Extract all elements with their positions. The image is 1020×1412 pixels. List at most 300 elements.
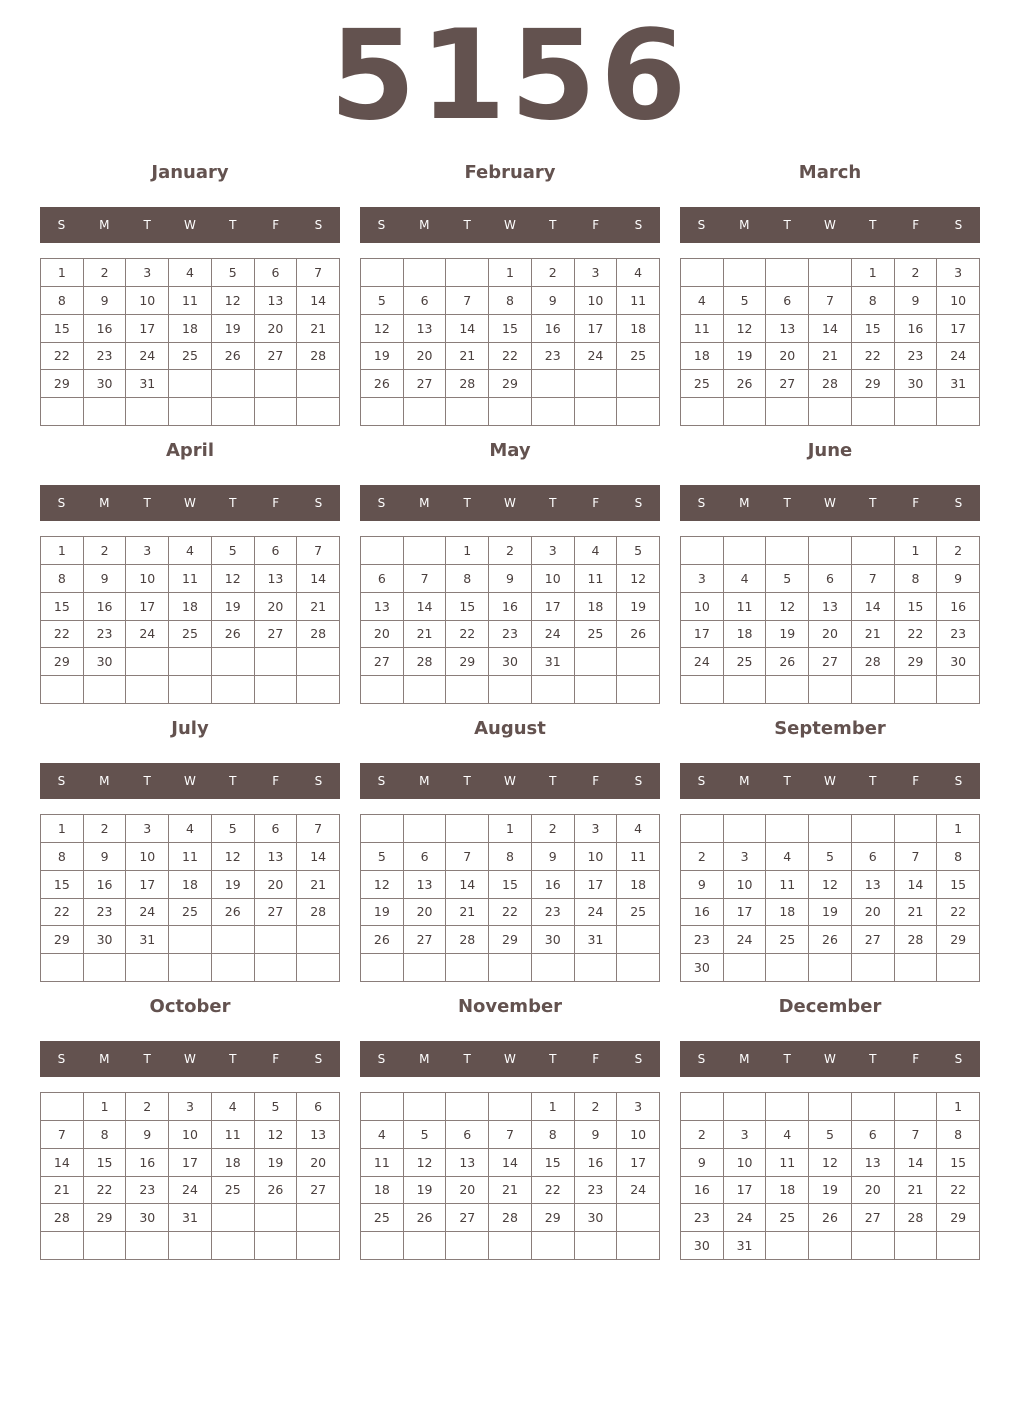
empty-day-cell — [212, 370, 255, 398]
day-cell: 13 — [361, 593, 404, 621]
day-cell: 22 — [937, 899, 980, 927]
weekday-label: S — [57, 496, 66, 510]
day-cell: 16 — [84, 871, 127, 899]
day-cell: 10 — [724, 1149, 767, 1177]
empty-day-cell — [212, 398, 255, 426]
day-cell: 21 — [404, 621, 447, 649]
weekday-header — [360, 207, 660, 243]
day-cell: 1 — [937, 1093, 980, 1121]
weekday-label: F — [912, 496, 920, 510]
weekday-label: S — [954, 1052, 963, 1066]
empty-day-cell — [532, 954, 575, 982]
empty-day-cell — [126, 954, 169, 982]
weekday-label: T — [229, 496, 237, 510]
day-cell: 3 — [575, 259, 618, 287]
day-cell: 7 — [41, 1121, 84, 1149]
day-cell: 19 — [212, 593, 255, 621]
day-cell: 21 — [809, 343, 852, 371]
day-cell: 10 — [126, 565, 169, 593]
day-cell: 21 — [297, 593, 340, 621]
empty-day-cell — [404, 954, 447, 982]
empty-day-cell — [766, 537, 809, 565]
month-may — [360, 433, 660, 703]
day-cell: 15 — [489, 871, 532, 899]
day-cell: 30 — [895, 370, 938, 398]
weekday-label: W — [184, 496, 196, 510]
empty-day-cell — [404, 815, 447, 843]
day-cell: 6 — [255, 537, 298, 565]
empty-day-cell — [297, 1204, 340, 1232]
empty-day-cell — [809, 1093, 852, 1121]
empty-day-cell — [681, 676, 724, 704]
day-cell: 29 — [489, 926, 532, 954]
weekday-label: W — [504, 774, 516, 788]
day-cell: 27 — [766, 370, 809, 398]
day-cell: 4 — [766, 843, 809, 871]
weekday-label: S — [697, 774, 706, 788]
day-cell: 4 — [617, 259, 660, 287]
day-cell: 14 — [297, 843, 340, 871]
day-cell: 14 — [297, 565, 340, 593]
empty-day-cell — [532, 676, 575, 704]
empty-day-cell — [809, 815, 852, 843]
weekday-header — [40, 1041, 340, 1077]
day-cell: 2 — [84, 259, 127, 287]
day-cell: 5 — [766, 565, 809, 593]
empty-day-cell — [446, 398, 489, 426]
empty-day-cell — [617, 926, 660, 954]
day-cell: 22 — [41, 899, 84, 927]
day-cell: 21 — [895, 899, 938, 927]
day-cell: 5 — [255, 1093, 298, 1121]
month-name: May — [489, 440, 531, 461]
empty-day-cell — [489, 1232, 532, 1260]
weekday-label: W — [184, 218, 196, 232]
day-cell: 13 — [809, 593, 852, 621]
weekday-header — [360, 1041, 660, 1077]
empty-day-cell — [41, 676, 84, 704]
day-cell: 22 — [84, 1177, 127, 1205]
day-cell: 25 — [575, 621, 618, 649]
empty-day-cell — [361, 676, 404, 704]
weekday-label: F — [592, 1052, 600, 1066]
day-cell: 5 — [212, 259, 255, 287]
day-cell: 25 — [169, 899, 212, 927]
empty-day-cell — [404, 676, 447, 704]
day-cell: 8 — [446, 565, 489, 593]
day-cell: 8 — [937, 1121, 980, 1149]
month-name: September — [774, 718, 886, 739]
weekday-label: F — [272, 496, 280, 510]
day-cell: 25 — [724, 648, 767, 676]
empty-day-cell — [532, 370, 575, 398]
weekday-label: T — [143, 1052, 151, 1066]
day-cell: 19 — [255, 1149, 298, 1177]
empty-day-cell — [169, 954, 212, 982]
day-cell: 16 — [489, 593, 532, 621]
day-cell: 1 — [41, 537, 84, 565]
month-august — [360, 711, 660, 981]
weekday-label: F — [592, 496, 600, 510]
weekday-label: F — [592, 218, 600, 232]
day-cell: 29 — [489, 370, 532, 398]
empty-day-cell — [617, 954, 660, 982]
day-cell: 20 — [297, 1149, 340, 1177]
weekday-label: M — [419, 496, 430, 510]
day-cell: 27 — [255, 343, 298, 371]
empty-day-cell — [895, 1093, 938, 1121]
day-grid — [680, 814, 980, 982]
day-cell: 1 — [895, 537, 938, 565]
day-cell: 8 — [489, 843, 532, 871]
day-cell: 28 — [446, 926, 489, 954]
day-grid — [40, 814, 340, 982]
weekday-label: S — [314, 218, 323, 232]
day-cell: 5 — [212, 815, 255, 843]
day-cell: 28 — [895, 926, 938, 954]
day-cell: 2 — [681, 1121, 724, 1149]
day-cell: 9 — [681, 871, 724, 899]
day-cell: 17 — [724, 1177, 767, 1205]
day-cell: 8 — [852, 287, 895, 315]
empty-day-cell — [84, 676, 127, 704]
empty-day-cell — [852, 954, 895, 982]
day-cell: 6 — [404, 287, 447, 315]
day-cell: 4 — [766, 1121, 809, 1149]
month-april — [40, 433, 340, 703]
day-cell: 17 — [681, 621, 724, 649]
day-cell: 20 — [446, 1177, 489, 1205]
day-cell: 4 — [361, 1121, 404, 1149]
day-cell: 11 — [361, 1149, 404, 1177]
weekday-label: S — [634, 218, 643, 232]
day-cell: 4 — [169, 259, 212, 287]
day-cell: 20 — [255, 315, 298, 343]
day-cell: 2 — [895, 259, 938, 287]
empty-day-cell — [724, 1093, 767, 1121]
day-cell: 10 — [937, 287, 980, 315]
day-cell: 25 — [766, 926, 809, 954]
day-cell: 28 — [809, 370, 852, 398]
day-cell: 4 — [724, 565, 767, 593]
day-cell: 28 — [41, 1204, 84, 1232]
empty-day-cell — [681, 815, 724, 843]
month-december — [680, 989, 980, 1259]
day-cell: 29 — [895, 648, 938, 676]
empty-day-cell — [937, 1232, 980, 1260]
day-cell: 23 — [84, 621, 127, 649]
day-cell: 17 — [126, 871, 169, 899]
day-cell: 23 — [681, 926, 724, 954]
day-cell: 16 — [681, 1177, 724, 1205]
day-cell: 14 — [446, 315, 489, 343]
day-cell: 20 — [404, 343, 447, 371]
empty-day-cell — [575, 370, 618, 398]
day-cell: 12 — [212, 843, 255, 871]
empty-day-cell — [404, 398, 447, 426]
empty-day-cell — [895, 398, 938, 426]
weekday-label: S — [954, 774, 963, 788]
day-cell: 1 — [489, 815, 532, 843]
month-name: February — [464, 162, 556, 183]
day-grid — [40, 1092, 340, 1260]
day-cell: 1 — [446, 537, 489, 565]
day-cell: 7 — [404, 565, 447, 593]
empty-day-cell — [489, 1093, 532, 1121]
weekday-label: S — [954, 218, 963, 232]
day-grid — [360, 814, 660, 982]
day-cell: 17 — [617, 1149, 660, 1177]
empty-day-cell — [255, 926, 298, 954]
empty-day-cell — [41, 1232, 84, 1260]
weekday-label: T — [783, 496, 791, 510]
day-cell: 15 — [937, 1149, 980, 1177]
day-cell: 8 — [937, 843, 980, 871]
day-cell: 25 — [766, 1204, 809, 1232]
weekday-label: S — [314, 496, 323, 510]
empty-day-cell — [126, 648, 169, 676]
day-grid — [680, 258, 980, 426]
day-cell: 22 — [937, 1177, 980, 1205]
day-cell: 24 — [724, 926, 767, 954]
day-cell: 14 — [446, 871, 489, 899]
weekday-label: S — [697, 218, 706, 232]
day-cell: 20 — [852, 899, 895, 927]
day-cell: 30 — [84, 370, 127, 398]
weekday-header — [360, 763, 660, 799]
day-cell: 9 — [84, 843, 127, 871]
weekday-label: F — [272, 1052, 280, 1066]
day-grid — [40, 536, 340, 704]
day-cell: 6 — [404, 843, 447, 871]
weekday-label: S — [634, 496, 643, 510]
empty-day-cell — [361, 954, 404, 982]
weekday-label: M — [99, 1052, 110, 1066]
day-cell: 16 — [532, 315, 575, 343]
day-grid — [360, 536, 660, 704]
weekday-label: S — [634, 774, 643, 788]
day-cell: 24 — [126, 343, 169, 371]
empty-day-cell — [489, 398, 532, 426]
day-cell: 3 — [681, 565, 724, 593]
day-cell: 21 — [446, 899, 489, 927]
empty-day-cell — [852, 815, 895, 843]
empty-day-cell — [446, 259, 489, 287]
day-cell: 10 — [575, 843, 618, 871]
day-cell: 21 — [895, 1177, 938, 1205]
empty-day-cell — [361, 398, 404, 426]
weekday-label: M — [99, 774, 110, 788]
weekday-label: S — [377, 774, 386, 788]
empty-day-cell — [212, 676, 255, 704]
empty-day-cell — [724, 398, 767, 426]
empty-day-cell — [809, 1232, 852, 1260]
empty-day-cell — [84, 954, 127, 982]
day-cell: 18 — [617, 871, 660, 899]
day-cell: 25 — [169, 343, 212, 371]
day-cell: 24 — [937, 343, 980, 371]
day-cell: 22 — [532, 1177, 575, 1205]
day-cell: 8 — [41, 287, 84, 315]
weekday-label: W — [824, 496, 836, 510]
empty-day-cell — [937, 954, 980, 982]
day-cell: 15 — [532, 1149, 575, 1177]
day-cell: 30 — [532, 926, 575, 954]
day-cell: 22 — [895, 621, 938, 649]
day-grid — [360, 1092, 660, 1260]
day-cell: 22 — [852, 343, 895, 371]
day-cell: 23 — [681, 1204, 724, 1232]
day-cell: 5 — [361, 287, 404, 315]
day-cell: 19 — [212, 871, 255, 899]
empty-day-cell — [446, 815, 489, 843]
empty-day-cell — [404, 537, 447, 565]
empty-day-cell — [404, 1232, 447, 1260]
day-cell: 28 — [404, 648, 447, 676]
weekday-label: M — [739, 496, 750, 510]
day-cell: 27 — [809, 648, 852, 676]
month-september — [680, 711, 980, 981]
empty-day-cell — [766, 676, 809, 704]
month-name: November — [457, 996, 563, 1017]
empty-day-cell — [212, 1204, 255, 1232]
empty-day-cell — [169, 370, 212, 398]
day-cell: 20 — [766, 343, 809, 371]
day-cell: 25 — [617, 899, 660, 927]
day-cell: 22 — [446, 621, 489, 649]
day-cell: 15 — [489, 315, 532, 343]
empty-day-cell — [532, 1232, 575, 1260]
weekday-label: F — [272, 774, 280, 788]
day-cell: 28 — [446, 370, 489, 398]
day-cell: 5 — [724, 287, 767, 315]
day-cell: 4 — [681, 287, 724, 315]
weekday-label: T — [463, 1052, 471, 1066]
weekday-label: T — [463, 496, 471, 510]
weekday-label: M — [739, 218, 750, 232]
weekday-label: F — [272, 218, 280, 232]
day-cell: 12 — [404, 1149, 447, 1177]
weekday-label: W — [824, 1052, 836, 1066]
day-cell: 16 — [681, 899, 724, 927]
day-cell: 28 — [489, 1204, 532, 1232]
day-cell: 2 — [84, 815, 127, 843]
day-cell: 8 — [532, 1121, 575, 1149]
empty-day-cell — [126, 1232, 169, 1260]
month-name: March — [798, 162, 862, 183]
weekday-label: S — [697, 496, 706, 510]
day-cell: 23 — [532, 899, 575, 927]
day-cell: 30 — [489, 648, 532, 676]
day-cell: 12 — [361, 315, 404, 343]
empty-day-cell — [255, 1204, 298, 1232]
day-cell: 25 — [361, 1204, 404, 1232]
weekday-label: M — [419, 774, 430, 788]
year-title: 5156 — [329, 4, 691, 148]
day-cell: 29 — [446, 648, 489, 676]
day-cell: 3 — [169, 1093, 212, 1121]
month-february — [360, 155, 660, 425]
weekday-header — [680, 763, 980, 799]
day-cell: 16 — [84, 315, 127, 343]
day-cell: 12 — [212, 565, 255, 593]
day-cell: 29 — [41, 648, 84, 676]
day-cell: 21 — [852, 621, 895, 649]
day-cell: 18 — [575, 593, 618, 621]
weekday-label: T — [229, 1052, 237, 1066]
month-name: December — [778, 996, 882, 1017]
empty-day-cell — [575, 398, 618, 426]
empty-day-cell — [212, 1232, 255, 1260]
day-cell: 16 — [84, 593, 127, 621]
day-cell: 5 — [404, 1121, 447, 1149]
empty-day-cell — [169, 648, 212, 676]
empty-day-cell — [895, 1232, 938, 1260]
day-cell: 11 — [617, 287, 660, 315]
day-cell: 17 — [724, 899, 767, 927]
day-cell: 12 — [809, 871, 852, 899]
day-cell: 12 — [617, 565, 660, 593]
day-cell: 31 — [532, 648, 575, 676]
empty-day-cell — [895, 676, 938, 704]
day-cell: 1 — [489, 259, 532, 287]
month-january — [40, 155, 340, 425]
day-cell: 21 — [297, 315, 340, 343]
month-july — [40, 711, 340, 981]
day-cell: 31 — [126, 370, 169, 398]
day-cell: 26 — [809, 1204, 852, 1232]
day-cell: 31 — [169, 1204, 212, 1232]
weekday-label: S — [377, 1052, 386, 1066]
empty-day-cell — [255, 648, 298, 676]
day-cell: 11 — [575, 565, 618, 593]
empty-day-cell — [41, 1093, 84, 1121]
day-cell: 14 — [489, 1149, 532, 1177]
day-cell: 29 — [41, 926, 84, 954]
day-cell: 6 — [446, 1121, 489, 1149]
empty-day-cell — [575, 676, 618, 704]
day-cell: 6 — [809, 565, 852, 593]
month-june — [680, 433, 980, 703]
weekday-header — [40, 763, 340, 799]
day-cell: 13 — [404, 315, 447, 343]
day-cell: 12 — [724, 315, 767, 343]
day-cell: 16 — [532, 871, 575, 899]
day-cell: 19 — [766, 621, 809, 649]
empty-day-cell — [361, 537, 404, 565]
empty-day-cell — [84, 1232, 127, 1260]
day-cell: 30 — [575, 1204, 618, 1232]
day-cell: 24 — [724, 1204, 767, 1232]
day-cell: 6 — [361, 565, 404, 593]
day-cell: 4 — [575, 537, 618, 565]
day-cell: 27 — [852, 926, 895, 954]
day-cell: 6 — [852, 1121, 895, 1149]
empty-day-cell — [297, 398, 340, 426]
day-cell: 13 — [852, 1149, 895, 1177]
day-cell: 21 — [489, 1177, 532, 1205]
empty-day-cell — [297, 954, 340, 982]
day-cell: 27 — [852, 1204, 895, 1232]
day-cell: 30 — [681, 1232, 724, 1260]
day-cell: 11 — [766, 871, 809, 899]
day-cell: 26 — [255, 1177, 298, 1205]
day-cell: 31 — [937, 370, 980, 398]
day-cell: 17 — [575, 315, 618, 343]
day-cell: 15 — [937, 871, 980, 899]
weekday-label: T — [869, 496, 877, 510]
empty-day-cell — [575, 1232, 618, 1260]
